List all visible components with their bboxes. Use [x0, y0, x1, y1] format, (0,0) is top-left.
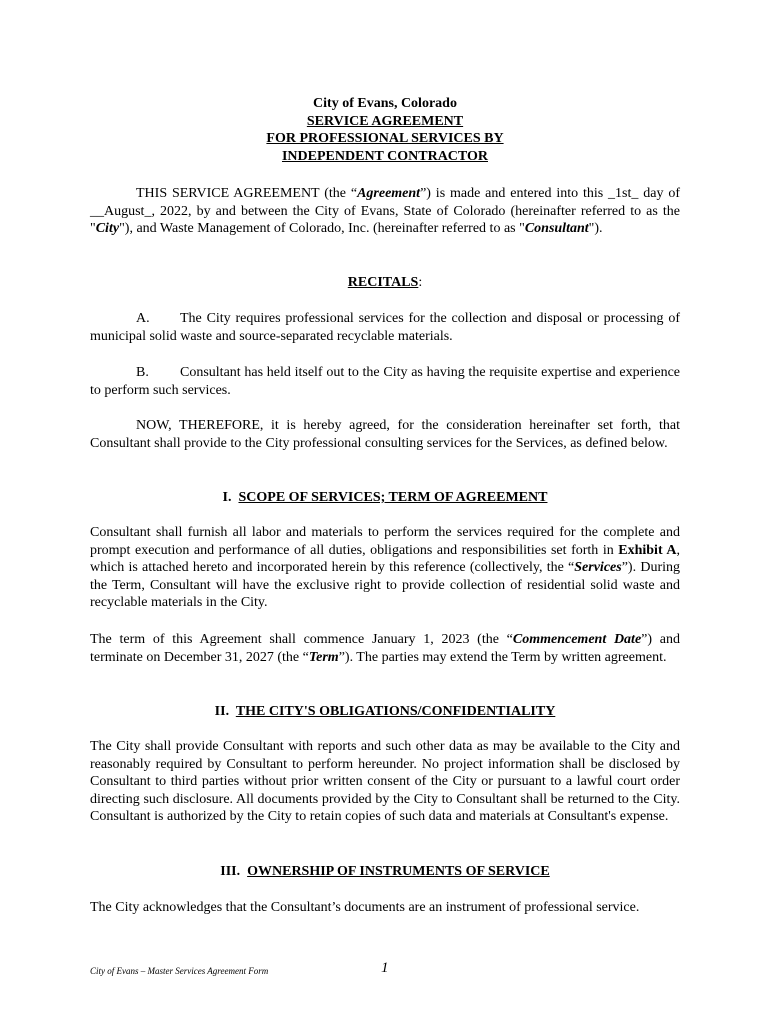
intro-text-3: "), and Waste Management of Colorado, Inc. (hereinafter referred to as " [119, 221, 525, 236]
section-2-number: II. [214, 704, 230, 719]
term-services: Services [574, 560, 622, 575]
recitals-colon: : [418, 275, 423, 290]
s1p1-text-3: ”). During the Term, Consultant will have the exclusive right to provide collection of residential solid waste and recyclable materials in the City. [90, 560, 680, 610]
section-1-heading [90, 489, 680, 507]
intro-text-4: "). [588, 221, 603, 236]
section-2-heading [90, 703, 680, 721]
section-2-paragraph: The City shall provide Consultant with reports and such other data as may be available to the City and reasonably required by Consultant to perform hereunder. No project information shall be disclosed by Consultant to third parties without prior written consent of the City or pursuant to a lawful court order directing such disclosure. All documents provided by the City to Consultant shall be returned to the City. Consultant is authorized by the City to retain copies of such data and materials at Consultant's expense. [90, 739, 680, 824]
header-title: SERVICE AGREEMENT [306, 113, 464, 129]
s1p2-text-3: ”). The parties may extend the Term by written agreement. [338, 649, 667, 665]
section-1-number: I. [222, 490, 232, 505]
recital-b [90, 364, 680, 399]
term-term: Term [308, 649, 339, 665]
intro-paragraph [90, 185, 680, 238]
section-1-paragraph-2 [90, 631, 680, 666]
term-commencement-date: Commencement Date [512, 632, 642, 647]
section-1-paragraph-1 [90, 524, 680, 612]
s1p2-text-2: ”) and terminate on December 31, 2027 (the “ [90, 632, 680, 665]
section-3-heading [90, 863, 680, 881]
recitals-title: RECITALS [347, 275, 419, 290]
header-subtitle: FOR PROFESSIONAL SERVICES BY [266, 131, 504, 146]
recital-b-letter: B. [136, 365, 149, 380]
exhibit-a: Exhibit A [618, 542, 677, 558]
intro-text-1: THIS SERVICE AGREEMENT (the “ [136, 186, 358, 201]
recital-a [90, 310, 680, 345]
term-consultant: Consultant [524, 221, 589, 236]
section-3-paragraph: The City acknowledges that the Consultant’s documents are an instrument of professional service. [90, 900, 640, 915]
recital-a-letter: A. [136, 311, 150, 326]
section-1-title: SCOPE OF SERVICES; TERM OF AGREEMENT [238, 490, 548, 505]
section-3-number: III. [220, 864, 241, 879]
header-contractor: INDEPENDENT CONTRACTOR [281, 148, 488, 164]
s1p1-text-2: , which is attached hereto and incorporated herein by this reference (collectively, the “ [90, 542, 680, 575]
now-therefore-paragraph: NOW, THEREFORE, it is hereby agreed, for the consideration hereinafter set forth, that Consultant shall provide to the City professional consulting services for the Services, as defined below. [90, 418, 680, 451]
document-header [0, 95, 770, 165]
recital-b-text: Consultant has held itself out to the City as having the requisite expertise and experience to perform such services. [90, 365, 680, 398]
s1p2-text-1: The term of this Agreement shall commence January 1, 2023 (the “ [90, 632, 513, 647]
section-2-title: THE CITY'S OBLIGATIONS/CONFIDENTIALITY [235, 704, 556, 719]
recital-a-text: The City requires professional services for the collection and disposal or processing of municipal solid waste and source-separated recyclable materials. [90, 311, 680, 344]
s1p1-text-1: Consultant shall furnish all labor and materials to perform the services required for the complete and prompt execution and performance of all duties, obligations and responsibilities set forth in [90, 525, 680, 558]
header-city: City of Evans, Colorado [313, 96, 457, 111]
recitals-heading [90, 274, 680, 292]
page-number: 1 [381, 960, 389, 976]
footer-form-name: City of Evans – Master Services Agreement Form [90, 966, 269, 976]
term-agreement: Agreement [357, 186, 421, 201]
section-3-title: OWNERSHIP OF INSTRUMENTS OF SERVICE [247, 864, 550, 879]
term-city: City [95, 221, 120, 236]
intro-text-2: ”) is made and entered into this _1st_ day of __August_, 2022, by and between the City of Evans, State of Colorado (hereinafter referred to as the " [90, 186, 680, 236]
